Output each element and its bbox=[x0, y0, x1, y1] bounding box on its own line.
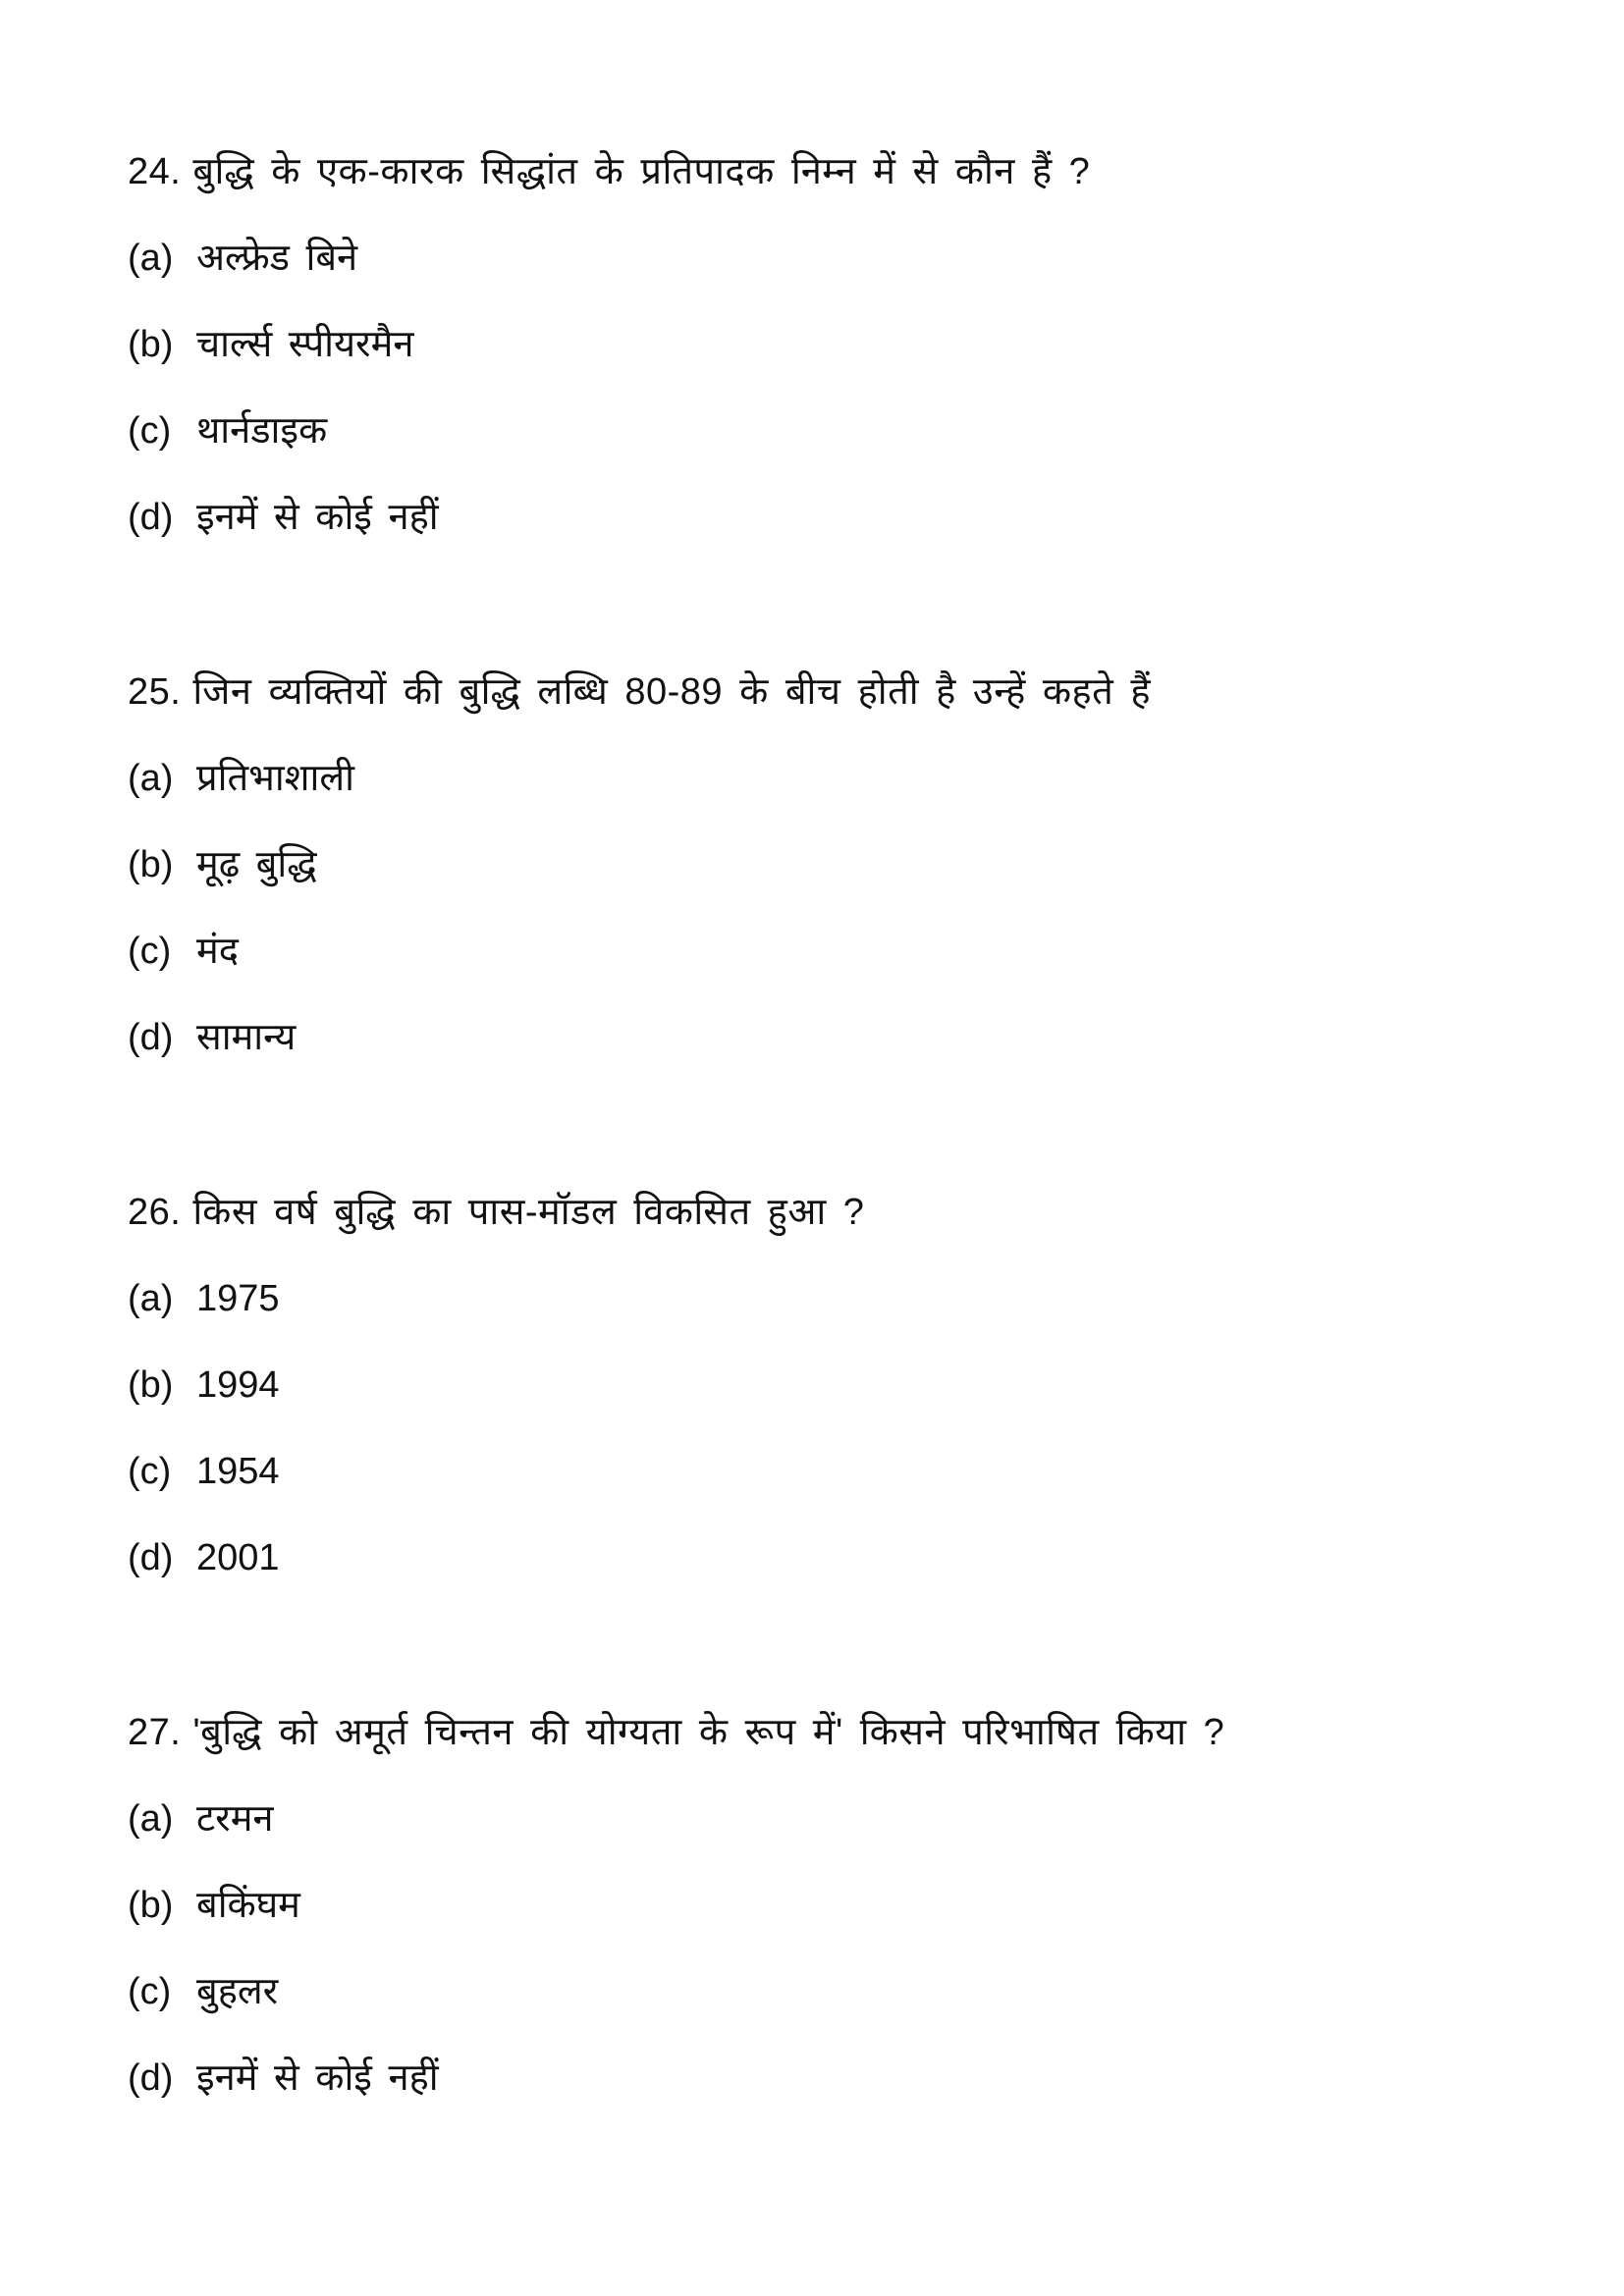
option-text: 1954 bbox=[196, 1451, 280, 1492]
question-24 bbox=[128, 147, 1551, 542]
option-label: (d) bbox=[128, 1537, 174, 1578]
option-label: (b) bbox=[128, 324, 174, 365]
question-text: 'बुद्धि को अमूर्त चिन्तन की योग्यता के रूप में' किसने परिभाषित किया ? bbox=[192, 1712, 1225, 1753]
option-d bbox=[128, 2054, 1551, 2103]
option-text: 1975 bbox=[196, 1278, 280, 1319]
question-number: 24. bbox=[128, 151, 182, 192]
option-d bbox=[128, 1533, 1551, 1582]
option-label: (a) bbox=[128, 238, 174, 279]
option-c bbox=[128, 927, 1551, 976]
question-stem bbox=[128, 147, 1551, 196]
option-d bbox=[128, 1013, 1551, 1062]
option-label: (c) bbox=[128, 1451, 172, 1492]
option-text: इनमें से कोई नहीं bbox=[196, 2057, 439, 2099]
option-label: (a) bbox=[128, 758, 174, 799]
option-label: (b) bbox=[128, 844, 174, 885]
question-number: 27. bbox=[128, 1712, 182, 1753]
option-b bbox=[128, 1361, 1551, 1410]
option-text: इनमें से कोई नहीं bbox=[196, 497, 439, 538]
option-b bbox=[128, 840, 1551, 889]
option-a bbox=[128, 234, 1551, 283]
option-b bbox=[128, 320, 1551, 369]
option-a bbox=[128, 1794, 1551, 1843]
option-text: अल्फ्रेड बिने bbox=[196, 238, 358, 279]
question-number: 25. bbox=[128, 671, 182, 713]
option-c bbox=[128, 1967, 1551, 2016]
question-stem bbox=[128, 667, 1551, 717]
option-c bbox=[128, 1447, 1551, 1496]
question-27 bbox=[128, 1708, 1551, 2103]
option-d bbox=[128, 493, 1551, 542]
option-text: बकिंघम bbox=[196, 1885, 300, 1926]
option-text: 1994 bbox=[196, 1364, 280, 1406]
option-text: बुहलर bbox=[196, 1971, 279, 2012]
option-a bbox=[128, 1274, 1551, 1323]
question-stem bbox=[128, 1188, 1551, 1237]
option-label: (c) bbox=[128, 410, 172, 452]
question-text: बुद्धि के एक-कारक सिद्धांत के प्रतिपादक निम्न में से कौन हैं ? bbox=[192, 151, 1091, 192]
option-label: (d) bbox=[128, 1017, 174, 1058]
question-26 bbox=[128, 1188, 1551, 1582]
option-text: प्रतिभाशाली bbox=[196, 758, 354, 799]
option-label: (a) bbox=[128, 1278, 174, 1319]
option-text: टरमन bbox=[196, 1798, 274, 1840]
option-text: मंद bbox=[196, 931, 239, 972]
question-25 bbox=[128, 667, 1551, 1062]
option-label: (b) bbox=[128, 1364, 174, 1406]
option-a bbox=[128, 754, 1551, 803]
option-label: (c) bbox=[128, 931, 172, 972]
option-text: सामान्य bbox=[196, 1017, 297, 1058]
question-stem bbox=[128, 1708, 1551, 1757]
option-label: (d) bbox=[128, 2057, 174, 2099]
option-text: थार्नडाइक bbox=[196, 410, 328, 452]
option-label: (c) bbox=[128, 1971, 172, 2012]
question-text: जिन व्यक्तियों की बुद्धि लब्धि 80-89 के बीच होती है उन्हें कहते हैं bbox=[192, 671, 1152, 713]
question-number: 26. bbox=[128, 1192, 182, 1233]
option-text: मूढ़ बुद्धि bbox=[196, 844, 317, 885]
option-label: (a) bbox=[128, 1798, 174, 1840]
option-label: (d) bbox=[128, 497, 174, 538]
option-text: चार्ल्स स्पीयरमैन bbox=[196, 324, 414, 365]
option-b bbox=[128, 1881, 1551, 1930]
option-text: 2001 bbox=[196, 1537, 280, 1578]
option-c bbox=[128, 406, 1551, 455]
question-text: किस वर्ष बुद्धि का पास-मॉडल विकसित हुआ ? bbox=[192, 1192, 865, 1233]
option-label: (b) bbox=[128, 1885, 174, 1926]
